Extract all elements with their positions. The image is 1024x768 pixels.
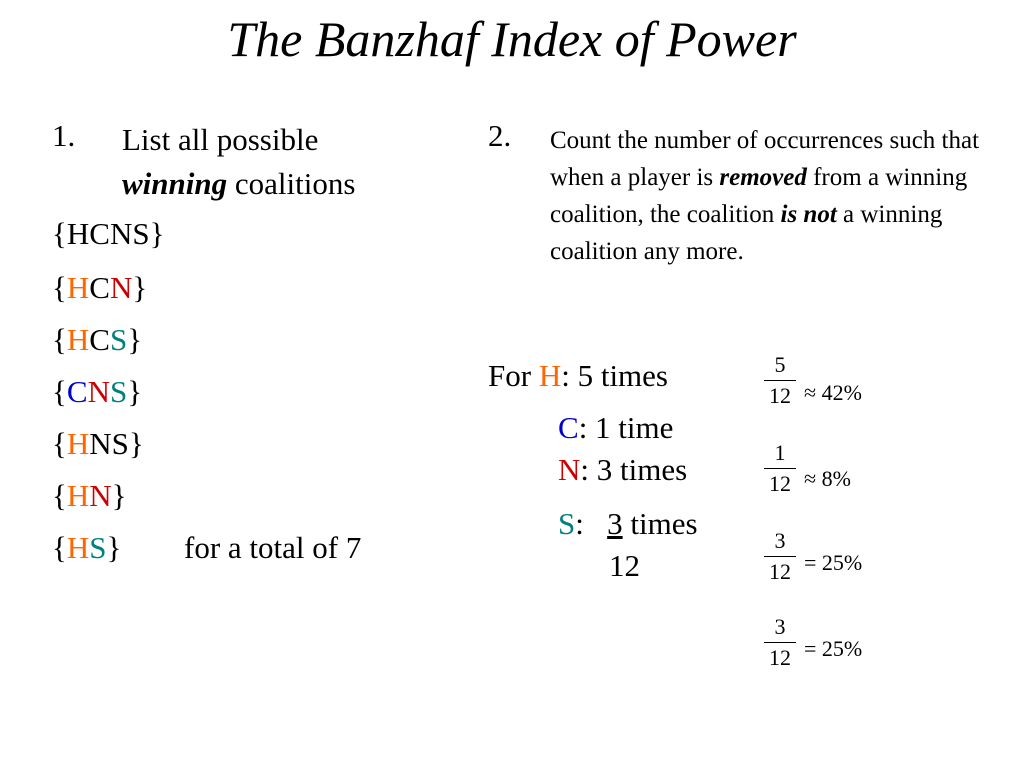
- count-n: N: 3 times: [558, 452, 688, 487]
- percent-s: = 25%: [804, 636, 863, 661]
- coalition-6: {HN}: [52, 478, 127, 513]
- total-count-text: for a total of 7: [184, 530, 362, 565]
- fraction-h: 5 12: [760, 352, 800, 409]
- fraction-c: 1 12: [760, 440, 800, 497]
- coalition-4: {CNS}: [52, 374, 143, 409]
- percent-h: ≈ 42%: [804, 380, 862, 405]
- coalition-7: {HS}: [52, 530, 122, 565]
- step-2-number: 2.: [488, 118, 512, 153]
- percent-n: = 25%: [804, 550, 863, 575]
- fraction-s: 3 12: [760, 614, 800, 671]
- step-1-number: 1.: [52, 118, 76, 153]
- count-h: For H: 5 times: [488, 358, 668, 393]
- count-c: C: 1 time: [558, 410, 674, 445]
- count-s: S: 3 times: [558, 506, 698, 541]
- coalition-3: {HCS}: [52, 322, 143, 357]
- winning-emphasis: winning: [122, 166, 228, 201]
- count-total: 12: [609, 548, 640, 583]
- is-not-emphasis: is not: [780, 201, 837, 228]
- percent-c: ≈ 8%: [804, 466, 851, 491]
- step-1-rest: coalitions: [227, 166, 356, 201]
- coalition-1: {HCNS}: [52, 216, 165, 251]
- step-1-text: [122, 118, 452, 206]
- coalition-2: {HCN}: [52, 270, 148, 305]
- slide-title: The Banzhaf Index of Power: [227, 11, 797, 67]
- coalition-5: {HNS}: [52, 426, 144, 461]
- removed-emphasis: removed: [719, 164, 807, 191]
- step-1-line1: List all possible: [122, 122, 319, 157]
- step-2-text: Count the number of occurrences such that when a player is removed from a winning coalition, the coalition is not a winning coalition any more.: [550, 127, 980, 265]
- fraction-n: 3 12: [760, 528, 800, 585]
